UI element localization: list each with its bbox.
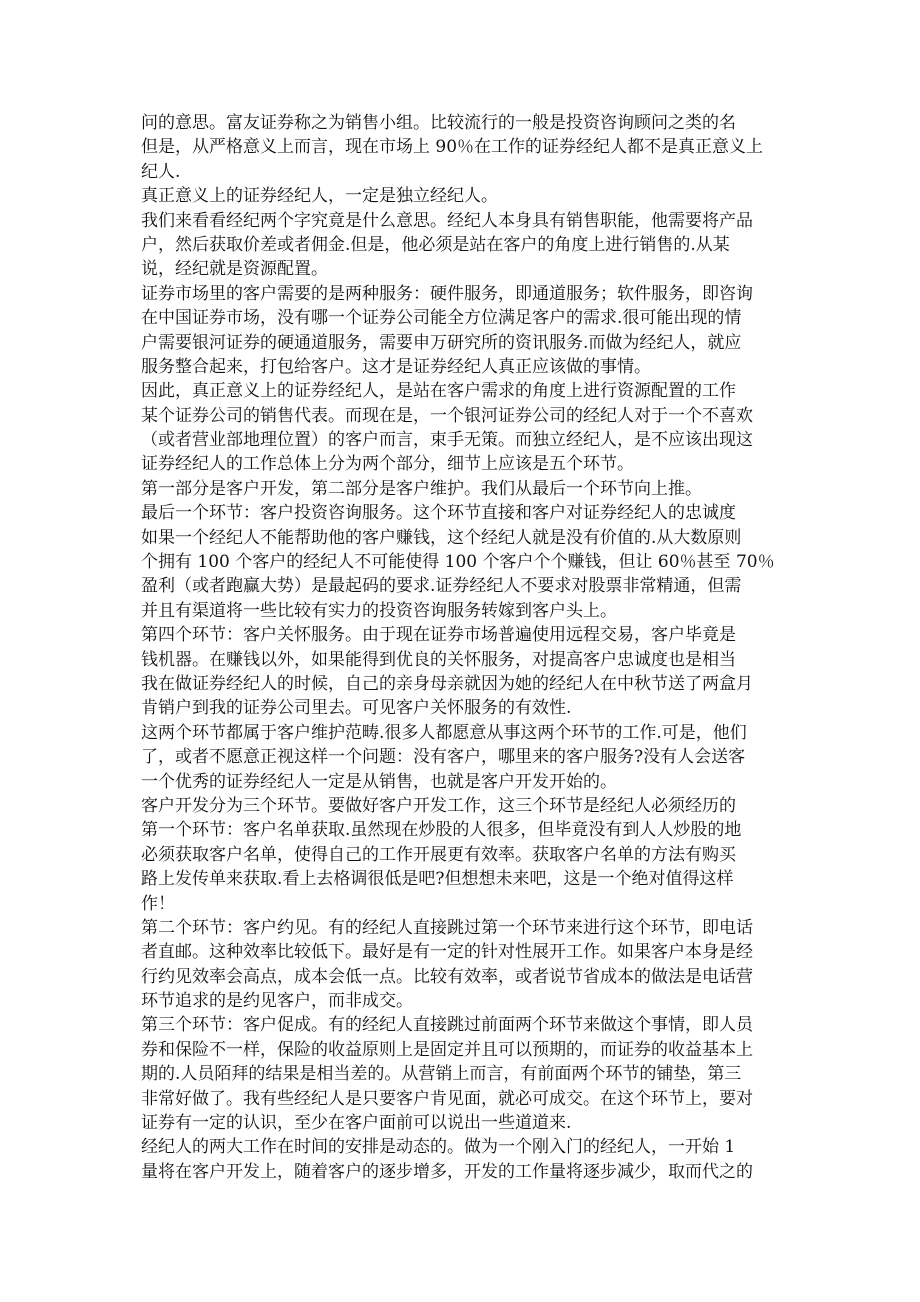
text-line: 我们来看看经纪两个字究竟是什么意思。经纪人本身具有销售职能，他需要将产品 (141, 210, 753, 231)
text-line: 在中国证券市场，没有哪一个证券公司能全方位满足客户的需求.很可能出现的情 (141, 308, 742, 329)
text-line: 经纪人的两大工作在时间的安排是动态的。做为一个刚入门的经纪人，一开始 1 (141, 1137, 736, 1158)
text-line: 者直邮。这种效率比较低下。最好是有一定的针对性展开工作。如果客户本身是经 (141, 942, 753, 963)
text-line: 客户开发分为三个环节。要做好客户开发工作，这三个环节是经纪人必须经历的 (141, 795, 736, 816)
text-line: 第四个环节：客户关怀服务。由于现在证券市场普遍使用远程交易，客户毕竟是 (141, 625, 736, 646)
text-line: 第二个环节：客户约见。有的经纪人直接跳过第一个环节来进行这个环节，即电话 (141, 917, 753, 938)
text-line: 但是，从严格意义上而言，现在市场上 90％在工作的证券经纪人都不是真正意义上 (141, 137, 764, 158)
text-line: （或者营业部地理位置）的客户而言，束手无策。而独立经纪人，是不应该出现这 (141, 430, 753, 451)
text-line: 问的意思。富友证券称之为销售小组。比较流行的一般是投资咨询顾问之类的名 (141, 113, 736, 133)
text-line: 因此，真正意义上的证券经纪人，是站在客户需求的角度上进行资源配置的工作 (141, 381, 736, 402)
text-line: 必须获取客户名单，使得自己的工作开展更有效率。获取客户名单的方法有购买 (141, 844, 736, 865)
text-line: 真正意义上的证券经纪人，一定是独立经纪人。 (141, 186, 498, 207)
text-line: 作！ (141, 893, 175, 914)
text-line: 户需要银河证券的硬通道服务，需要申万研究所的资讯服务.而做为经纪人，就应 (141, 332, 742, 353)
text-line: 某个证券公司的销售代表。而现在是，一个银河证券公司的经纪人对于一个不喜欢 (141, 405, 753, 426)
text-line: 户，然后获取价差或者佣金.但是，他必须是站在客户的角度上进行销售的.从某 (141, 234, 730, 255)
document-body (141, 111, 789, 1184)
text-line: 这两个环节都属于客户维护范畴.很多人都愿意从事这两个环节的工作.可是，他们 (141, 722, 747, 743)
text-line: 路上发传单来获取.看上去格调很低是吧?但想想未来吧，这是一个绝对值得这样 (141, 869, 734, 890)
text-line: 并且有渠道将一些比较有实力的投资咨询服务转嫁到客户头上。 (141, 600, 617, 621)
text-line: 如果一个经纪人不能帮助他的客户赚钱，这个经纪人就是没有价值的.从大数原则 (141, 527, 742, 548)
text-line: 证券市场里的客户需要的是两种服务：硬件服务，即通道服务；软件服务，即咨询 (141, 283, 753, 304)
text-line: 纪人. (141, 161, 181, 182)
text-line: 证券有一定的认识，至少在客户面前可以说出一些道道来. (141, 1113, 572, 1134)
text-line: 服务整合起来，打包给客户。这才是证券经纪人真正应该做的事情。 (141, 356, 651, 377)
text-line: 第一部分是客户开发，第二部分是客户维护。我们从最后一个环节向上推。 (141, 478, 702, 499)
text-line: 最后一个环节：客户投资咨询服务。这个环节直接和客户对证券经纪人的忠诚度 (141, 503, 736, 524)
text-line: 非常好做了。我有些经纪人是只要客户肯见面，就必可成交。在这个环节上，要对 (141, 1088, 753, 1109)
text-line: 证券经纪人的工作总体上分为两个部分，细节上应该是五个环节。 (141, 454, 634, 475)
text-line: 环节追求的是约见客户，而非成交。 (141, 991, 413, 1012)
text-line: 肯销户到我的证券公司里去。可见客户关怀服务的有效性. (141, 698, 572, 719)
text-line: 我在做证券经纪人的时候，自己的亲身母亲就因为她的经纪人在中秋节送了两盒月 (141, 673, 753, 694)
text-line: 个拥有 100 个客户的经纪人不可能使得 100 个客户个个赚钱，但让 60％甚至 70％ (141, 552, 775, 573)
text-line: 券和保险不一样，保险的收益原则上是固定并且可以预期的，而证券的收益基本上 (141, 1039, 753, 1060)
text-line: 说，经纪就是资源配置。 (141, 259, 328, 280)
text-line: 第三个环节：客户促成。有的经纪人直接跳过前面两个环节来做这个事情，即人员 (141, 1015, 753, 1036)
text-line: 一个优秀的证券经纪人一定是从销售，也就是客户开发开始的。 (141, 771, 617, 792)
text-line: 行约见效率会高点，成本会低一点。比较有效率，或者说节省成本的做法是电话营 (141, 966, 753, 987)
text-line: 第一个环节：客户名单获取.虽然现在炒股的人很多，但毕竟没有到人人炒股的地 (141, 820, 742, 841)
text-line: 盈利（或者跑赢大势）是最起码的要求.证券经纪人不要求对股票非常精通，但需 (141, 576, 742, 597)
text-line: 量将在客户开发上，随着客户的逐步增多，开发的工作量将逐步减少，取而代之的 (141, 1161, 753, 1182)
text-line: 钱机器。在赚钱以外，如果能得到优良的关怀服务，对提高客户忠诚度也是相当 (141, 649, 736, 670)
text-line: 了，或者不愿意正视这样一个问题：没有客户，哪里来的客户服务?没有人会送客 (141, 747, 746, 768)
text-line: 期的.人员陌拜的结果是相当差的。从营销上而言，有前面两个环节的铺垫，第三 (141, 1064, 742, 1085)
